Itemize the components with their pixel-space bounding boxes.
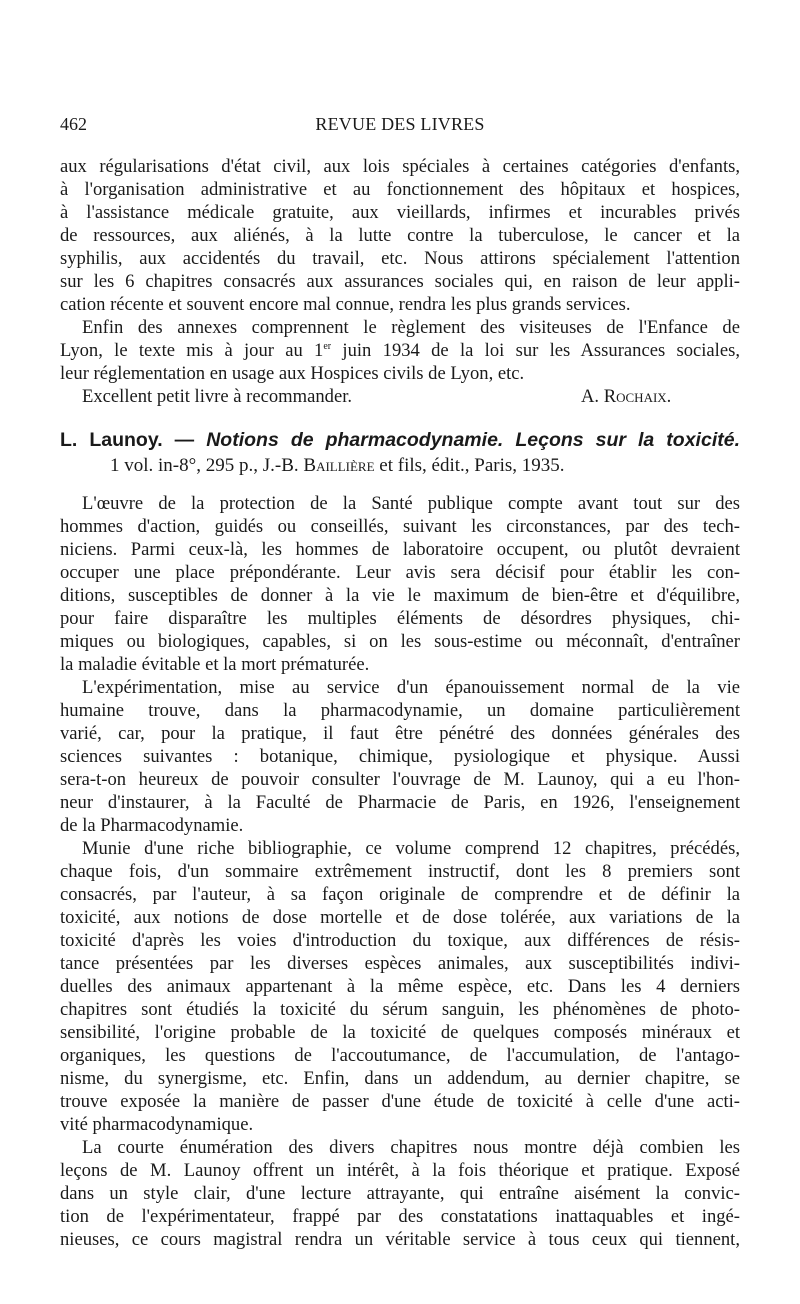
book-details	[60, 453, 740, 478]
running-title: REVUE DES LIVRES	[315, 114, 485, 134]
text-line: trouve exposée la manière de passer d'une étude de toxicité à celle d'une acti-	[60, 1091, 740, 1112]
review-body	[60, 492, 740, 1251]
text-line: leur réglementation en usage aux Hospices civils de Lyon, etc.	[60, 363, 525, 384]
closing-line	[60, 385, 740, 408]
book-imprint: et fils, édit., Paris, 1935.	[374, 455, 565, 476]
book-format: 1 vol. in-8°, 295 p., J.-B.	[110, 455, 304, 476]
text-line: duelles des animaux appartenant à la même espèce, etc. Dans les 4 derniers	[60, 976, 740, 997]
text-line: consacrés, par l'auteur, à sa façon originale de comprendre et de définir la	[60, 884, 740, 905]
text-line: nieuses, ce cours magistral rendra un véritable service à tous ceux qui tiennent,	[60, 1229, 740, 1250]
text-line: tion de l'expérimentateur, frappé par des constatations inattaquables et ingé-	[60, 1206, 740, 1227]
text-line: La courte énumération des divers chapitres nous montre déjà combien les	[82, 1137, 740, 1158]
text-line: dans un style clair, d'une lecture attrayante, qui entraîne aisément la convic-	[60, 1183, 740, 1204]
text-line: sensibilité, l'origine probable de la toxicité de quelques composés minéraux et	[60, 1022, 740, 1043]
text-line: sur les 6 chapitres consacrés aux assurances sociales qui, en raison de leur appli-	[60, 271, 740, 292]
text-line: vité pharmacodynamique.	[60, 1114, 254, 1135]
text-segment: Lyon, le texte mis à jour au 1	[60, 340, 324, 361]
text-line: syphilis, aux accidentés du travail, etc. Nous attirons spécialement l'attention	[60, 248, 740, 269]
paragraph	[60, 1136, 740, 1251]
text-line: sciences suivantes : botanique, chimique, pysiologique et physique. Aussi	[60, 746, 740, 767]
text-line	[60, 339, 740, 362]
text-line: neur d'instaurer, à la Faculté de Pharmacie de Paris, en 1926, l'enseignement	[60, 792, 740, 813]
text-line: toxicité d'après les voies d'introduction du toxique, aux différences de résis-	[60, 930, 740, 951]
ordinal-superscript: er	[323, 340, 332, 352]
paragraph	[60, 492, 740, 676]
paragraph	[60, 837, 740, 1136]
text-line: à l'organisation administrative et au fonctionnement des hôpitaux et hospices,	[60, 179, 740, 200]
text-line: miques ou biologiques, capables, si on les sous-estime ou méconnaît, d'entraîner	[60, 631, 740, 652]
text-line: de la Pharmacodynamie.	[60, 815, 244, 836]
text-line: Munie d'une riche bibliographie, ce volume comprend 12 chapitres, précédés,	[82, 838, 740, 859]
review-body	[60, 155, 740, 385]
reviewer-signature: A. Rochaix.	[581, 386, 672, 407]
text-line: nisme, du synergisme, etc. Enfin, dans un addendum, au dernier chapitre, se	[60, 1068, 740, 1089]
book-publisher: Baillière	[303, 455, 375, 476]
text-line: leçons de M. Launoy offrent un intérêt, à la fois théorique et pratique. Exposé	[60, 1160, 740, 1181]
text-line: tance présentées par les diverses espèces animales, aux susceptibilités indivi-	[60, 953, 740, 974]
text-line: cation récente et souvent encore mal connue, rendra les plus grands services.	[60, 294, 631, 315]
review-rochaix	[60, 155, 740, 408]
text-line: toxicité, aux notions de dose mortelle et de dose tolérée, aux variations de la	[60, 907, 740, 928]
review-launoy	[60, 428, 740, 1251]
text-line: humaine trouve, dans la pharmacodynamie, un domaine particulièrement	[60, 700, 740, 721]
text-line: chapitres sont étudiés la toxicité du sérum sanguin, les phénomènes de photo-	[60, 999, 740, 1020]
text-line: ditions, susceptibles de donner à la vie le maximum de bien-être et d'équilibre,	[60, 585, 740, 606]
text-line: hommes d'action, guidés ou conseillés, suivant les circonstances, par des tech-	[60, 516, 740, 537]
text-segment: juin 1934 de la loi sur les Assurances sociales,	[331, 340, 740, 361]
book-title: Notions de pharmacodynamie. Leçons sur la toxicité.	[206, 429, 740, 451]
text-line: organiques, les questions de l'accoutumance, de l'accumulation, de l'antago-	[60, 1045, 740, 1066]
closing-remark: Excellent petit livre à recommander.	[82, 386, 353, 407]
paragraph	[60, 155, 740, 316]
page-number: 462	[60, 114, 87, 134]
paragraph	[60, 676, 740, 837]
text-line: varié, car, pour la pratique, il faut être pénétré des données générales des	[60, 723, 740, 744]
text-line: de ressources, aux aliénés, à la lutte contre la tuberculose, le cancer et la	[60, 225, 740, 246]
book-author: L. Launoy. —	[60, 429, 207, 451]
text-line: niciens. Parmi ceux-là, les hommes de laboratoire occupent, ou plutôt devraient	[60, 539, 740, 560]
paragraph	[60, 316, 740, 385]
text-line: occuper une place prépondérante. Leur avis sera décisif pour établir les con-	[60, 562, 740, 583]
text-line: L'expérimentation, mise au service d'un épanouissement normal de la vie	[82, 677, 740, 698]
text-line: L'œuvre de la protection de la Santé publique compte avant tout sur des	[82, 493, 740, 514]
text-line: sera-t-on heureux de pouvoir consulter l'ouvrage de M. Launoy, qui a eu l'hon-	[60, 769, 740, 790]
text-line: la maladie évitable et la mort prématurée.	[60, 654, 370, 675]
text-line: aux régularisations d'état civil, aux lois spéciales à certaines catégories d'enfants,	[60, 156, 740, 177]
text-line: à l'assistance médicale gratuite, aux vieillards, infirmes et incurables privés	[60, 202, 740, 223]
text-line: chaque fois, d'un sommaire extrêmement instructif, dont les 8 premiers sont	[60, 861, 740, 882]
running-header	[60, 114, 740, 138]
text-line: Enfin des annexes comprennent le règlement des visiteuses de l'Enfance de	[82, 317, 740, 338]
text-line: pour faire disparaître les multiples éléments de désordres physiques, chi-	[60, 608, 740, 629]
book-heading	[60, 428, 740, 453]
